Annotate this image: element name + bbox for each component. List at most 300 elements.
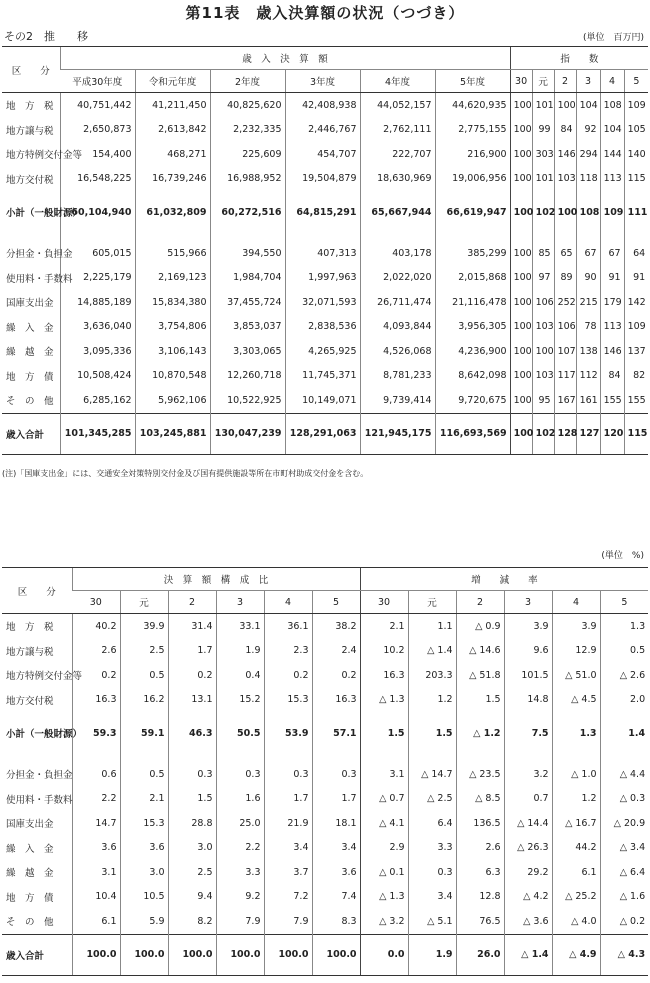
cell-value: △ 1.4 — [408, 639, 456, 664]
cell-value: 2.1 — [120, 787, 168, 812]
cell-value: 2.2 — [72, 787, 120, 812]
cell-value: 3,636,040 — [60, 315, 135, 340]
cell-value: 0.3 — [216, 762, 264, 787]
cell-value: △ 0.9 — [456, 614, 504, 639]
cell-value: 16.2 — [120, 688, 168, 713]
cell-value: 84 — [554, 118, 576, 143]
page-title: 第11表 歳入決算額の状況（つづき） — [185, 4, 465, 22]
cell-value: 100 — [510, 290, 532, 315]
cell-value: 100 — [510, 339, 532, 364]
row-label: 使用料・手数料 — [6, 273, 73, 285]
cell-value: 3.4 — [264, 836, 312, 861]
cell-value: 0.0 — [360, 934, 408, 975]
table-row — [2, 191, 648, 233]
cell-value: 2.5 — [168, 860, 216, 885]
cell-value: 1.4 — [600, 712, 648, 754]
cell-value: 107 — [554, 339, 576, 364]
cell-value: 10,870,548 — [135, 364, 210, 389]
table2-unit: (単位 %) — [601, 551, 644, 561]
cell-value: △ 2.6 — [600, 663, 648, 688]
cell-value: 0.5 — [600, 639, 648, 664]
table1-unit: (単位 百万円) — [582, 33, 644, 43]
cell-value: 10.5 — [120, 885, 168, 910]
cell-value: 8.2 — [168, 909, 216, 934]
row-label: 地方特例交付金等 — [6, 671, 83, 683]
cell-value: 14.8 — [504, 688, 552, 713]
cell-value: 103 — [532, 364, 554, 389]
cell-value: 103 — [554, 167, 576, 192]
cell-value: 454,707 — [285, 142, 360, 167]
cell-value: 0.5 — [120, 663, 168, 688]
cell-value: 18,630,969 — [360, 167, 435, 192]
column-header: 4 — [600, 70, 624, 93]
cell-value: △ 6.4 — [600, 860, 648, 885]
section-subtitle: その2 推 移 — [4, 30, 88, 43]
cell-value: 101 — [532, 167, 554, 192]
cell-value: 106 — [554, 315, 576, 340]
cell-value: 3.6 — [312, 860, 360, 885]
cell-value: △ 3.6 — [504, 909, 552, 934]
cell-value: 40,751,442 — [60, 93, 135, 118]
column-header: 5 — [600, 591, 648, 614]
column-header: 元 — [408, 591, 456, 614]
cell-value: 4,236,900 — [435, 339, 510, 364]
cell-value: △ 14.4 — [504, 811, 552, 836]
cell-value: 3,106,143 — [135, 339, 210, 364]
cell-value: 303 — [532, 142, 554, 167]
cell-value: 128 — [554, 413, 576, 454]
column-header: 5 — [624, 70, 648, 93]
cell-value: 12,260,718 — [210, 364, 285, 389]
cell-value: 1.2 — [408, 688, 456, 713]
cell-value: 1.3 — [600, 614, 648, 639]
cell-value: 0.2 — [312, 663, 360, 688]
cell-value: △ 16.7 — [552, 811, 600, 836]
cell-value: 66,619,947 — [435, 191, 510, 233]
cell-value: 100 — [510, 413, 532, 454]
cell-value: 1.2 — [552, 787, 600, 812]
cell-value: 6.4 — [408, 811, 456, 836]
cell-value: 1.6 — [216, 787, 264, 812]
cell-value: 100.0 — [264, 934, 312, 975]
table-row — [2, 364, 648, 389]
cell-value: 16.3 — [72, 688, 120, 713]
cell-value: 127 — [576, 413, 600, 454]
cell-value: 25.0 — [216, 811, 264, 836]
table-row — [2, 241, 648, 266]
cell-value: 1.9 — [408, 934, 456, 975]
cell-value: 76.5 — [456, 909, 504, 934]
cell-value: 40,825,620 — [210, 93, 285, 118]
cell-value: 3,303,065 — [210, 339, 285, 364]
row-label: 繰 入 金 — [6, 322, 54, 334]
cell-value: 1.7 — [312, 787, 360, 812]
cell-value: △ 2.5 — [408, 787, 456, 812]
row-label: 地 方 債 — [6, 892, 54, 904]
table-row — [2, 712, 648, 754]
cell-value: 0.3 — [408, 860, 456, 885]
cell-value: 41,211,450 — [135, 93, 210, 118]
change-group-header: 増 減 率 — [360, 568, 648, 591]
table-row — [2, 388, 648, 413]
cell-value: 2,838,536 — [285, 315, 360, 340]
cell-value: 138 — [576, 339, 600, 364]
cell-value: 9,739,414 — [360, 388, 435, 413]
cell-value: 0.6 — [72, 762, 120, 787]
cell-value: 16,739,246 — [135, 167, 210, 192]
cell-value: 6.1 — [72, 909, 120, 934]
cell-value: 3,754,806 — [135, 315, 210, 340]
cell-value: 1.1 — [408, 614, 456, 639]
cell-value: 116,693,569 — [435, 413, 510, 454]
cell-value: 100 — [510, 315, 532, 340]
cell-value: 50.5 — [216, 712, 264, 754]
column-header: 令和元年度 — [135, 70, 210, 93]
table-row — [2, 762, 648, 787]
cell-value: 146 — [554, 142, 576, 167]
cell-value: 85 — [532, 241, 554, 266]
cell-value: 215 — [576, 290, 600, 315]
table-row — [2, 787, 648, 812]
cell-value: 21.9 — [264, 811, 312, 836]
cell-value: 0.3 — [312, 762, 360, 787]
cell-value: 10,508,424 — [60, 364, 135, 389]
footnote: (注)「国庫支出金」には、交通安全対策特別交付金及び国有提供施設等所在市町村助成交付金を含む。 — [2, 469, 369, 478]
cell-value: 31.4 — [168, 614, 216, 639]
cell-value: 128,291,063 — [285, 413, 360, 454]
cell-value: 84 — [600, 364, 624, 389]
column-header: 5年度 — [435, 70, 510, 93]
cell-value: 161 — [576, 388, 600, 413]
revenue-ratio-table — [2, 567, 648, 976]
cell-value: 407,313 — [285, 241, 360, 266]
cell-value: 2,650,873 — [60, 118, 135, 143]
cell-value: 0.4 — [216, 663, 264, 688]
column-header: 5 — [312, 591, 360, 614]
cell-value: 5.9 — [120, 909, 168, 934]
cell-value: 1.5 — [168, 787, 216, 812]
cell-value: △ 14.6 — [456, 639, 504, 664]
cell-value: 1.7 — [264, 787, 312, 812]
cell-value: 7.4 — [312, 885, 360, 910]
cell-value: 403,178 — [360, 241, 435, 266]
cell-value: 13.1 — [168, 688, 216, 713]
cell-value: 111 — [624, 191, 648, 233]
cell-value: 155 — [600, 388, 624, 413]
cell-value: 109 — [624, 93, 648, 118]
cell-value: 44.2 — [552, 836, 600, 861]
cell-value: △ 1.3 — [360, 688, 408, 713]
cell-value: 1.7 — [168, 639, 216, 664]
row-label: 地方譲与税 — [6, 125, 54, 137]
table-row — [2, 266, 648, 291]
cell-value: 3.7 — [264, 860, 312, 885]
cell-value: 14.7 — [72, 811, 120, 836]
cell-value: 252 — [554, 290, 576, 315]
row-label: 地方交付税 — [6, 174, 54, 186]
cell-value: △ 8.5 — [456, 787, 504, 812]
table-row — [2, 339, 648, 364]
cell-value: 15,834,380 — [135, 290, 210, 315]
cell-value: 2,169,123 — [135, 266, 210, 291]
cell-value: 100 — [510, 241, 532, 266]
cell-value: 59.3 — [72, 712, 120, 754]
cell-value: 2,022,020 — [360, 266, 435, 291]
cell-value: 103,245,881 — [135, 413, 210, 454]
cell-value: 29.2 — [504, 860, 552, 885]
cell-value: 21,116,478 — [435, 290, 510, 315]
cell-value: △ 0.2 — [600, 909, 648, 934]
cell-value: △ 5.1 — [408, 909, 456, 934]
row-label: 小計（一般財源） — [6, 208, 83, 219]
cell-value: △ 1.0 — [552, 762, 600, 787]
row-label: 歳入合計 — [2, 934, 72, 975]
cell-value: 16,988,952 — [210, 167, 285, 192]
kubun-header: 区 分 — [2, 47, 60, 93]
cell-value: 115 — [624, 167, 648, 192]
cell-value: 101.5 — [504, 663, 552, 688]
cell-value: 100 — [510, 388, 532, 413]
cell-value: 26,711,474 — [360, 290, 435, 315]
cell-value: △ 23.5 — [456, 762, 504, 787]
cell-value: 89 — [554, 266, 576, 291]
cell-value: △ 4.5 — [552, 688, 600, 713]
cell-value: 225,609 — [210, 142, 285, 167]
cell-value: 3.3 — [408, 836, 456, 861]
cell-value: △ 4.2 — [504, 885, 552, 910]
table-row — [2, 290, 648, 315]
cell-value: 53.9 — [264, 712, 312, 754]
cell-value: 100 — [510, 118, 532, 143]
cell-value: 394,550 — [210, 241, 285, 266]
cell-value: 60,272,516 — [210, 191, 285, 233]
cell-value: 16.3 — [360, 663, 408, 688]
cell-value: 3,956,305 — [435, 315, 510, 340]
cell-value: 59.1 — [120, 712, 168, 754]
row-label: 分担金・負担金 — [6, 249, 73, 261]
cell-value: 8,781,233 — [360, 364, 435, 389]
row-label: そ の 他 — [6, 917, 54, 929]
table-row — [2, 413, 648, 454]
column-header: 3年度 — [285, 70, 360, 93]
cell-value: 8.3 — [312, 909, 360, 934]
cell-value: 100.0 — [216, 934, 264, 975]
cell-value: △ 4.9 — [552, 934, 600, 975]
cell-value: 16.3 — [312, 688, 360, 713]
cell-value: 12.9 — [552, 639, 600, 664]
table-row — [2, 688, 648, 713]
cell-value: 3.1 — [360, 762, 408, 787]
cell-value: △ 25.2 — [552, 885, 600, 910]
cell-value: 44,620,935 — [435, 93, 510, 118]
cell-value: 100 — [510, 266, 532, 291]
index-group-header: 指 数 — [510, 47, 648, 70]
table-row — [2, 639, 648, 664]
cell-value: 9.2 — [216, 885, 264, 910]
cell-value: 3.4 — [408, 885, 456, 910]
row-label: 地方交付税 — [6, 695, 54, 707]
row-label: 繰 越 金 — [6, 347, 54, 359]
cell-value: 10,522,925 — [210, 388, 285, 413]
cell-value: 155 — [624, 388, 648, 413]
column-header: 4 — [264, 591, 312, 614]
ratio-group-header: 決 算 額 構 成 比 — [72, 568, 360, 591]
cell-value: 57.1 — [312, 712, 360, 754]
cell-value: 8,642,098 — [435, 364, 510, 389]
cell-value: 10.4 — [72, 885, 120, 910]
cell-value: 102 — [532, 191, 554, 233]
cell-value: 0.3 — [168, 762, 216, 787]
cell-value: 64,815,291 — [285, 191, 360, 233]
cell-value: 5,962,106 — [135, 388, 210, 413]
cell-value: 121,945,175 — [360, 413, 435, 454]
cell-value: 100 — [510, 364, 532, 389]
cell-value: △ 20.9 — [600, 811, 648, 836]
cell-value: 1,997,963 — [285, 266, 360, 291]
cell-value: 39.9 — [120, 614, 168, 639]
cell-value: 105 — [624, 118, 648, 143]
column-header: 元 — [120, 591, 168, 614]
cell-value: 3.0 — [168, 836, 216, 861]
cell-value: 2,762,111 — [360, 118, 435, 143]
cell-value: 19,504,879 — [285, 167, 360, 192]
column-header: 2 — [456, 591, 504, 614]
cell-value: 0.5 — [120, 762, 168, 787]
cell-value: 42,408,938 — [285, 93, 360, 118]
row-label: 地方譲与税 — [6, 646, 54, 658]
table-row — [2, 860, 648, 885]
cell-value: 137 — [624, 339, 648, 364]
table-row — [2, 142, 648, 167]
cell-value: 1.5 — [408, 712, 456, 754]
table-row — [2, 118, 648, 143]
cell-value: 1.9 — [216, 639, 264, 664]
cell-value: 37,455,724 — [210, 290, 285, 315]
cell-value: 38.2 — [312, 614, 360, 639]
cell-value: 100.0 — [168, 934, 216, 975]
cell-value: 7.9 — [264, 909, 312, 934]
cell-value: 90 — [576, 266, 600, 291]
cell-value: 95 — [532, 388, 554, 413]
row-label: 国庫支出金 — [6, 819, 54, 831]
cell-value: 216,900 — [435, 142, 510, 167]
cell-value: 108 — [576, 191, 600, 233]
cell-value: 103 — [532, 315, 554, 340]
cell-value: △ 3.2 — [360, 909, 408, 934]
column-header: 4 — [552, 591, 600, 614]
cell-value: 146 — [600, 339, 624, 364]
cell-value: 2,446,767 — [285, 118, 360, 143]
cell-value: 130,047,239 — [210, 413, 285, 454]
column-header: 3 — [504, 591, 552, 614]
row-label: そ の 他 — [6, 396, 54, 408]
cell-value: 100 — [510, 167, 532, 192]
cell-value: 9,720,675 — [435, 388, 510, 413]
cell-value: 4,265,925 — [285, 339, 360, 364]
cell-value: 144 — [600, 142, 624, 167]
cell-value: 154,400 — [60, 142, 135, 167]
cell-value: 11,745,371 — [285, 364, 360, 389]
row-label: 繰 入 金 — [6, 843, 54, 855]
cell-value: 100 — [510, 191, 532, 233]
cell-value: 385,299 — [435, 241, 510, 266]
row-label: 小計（一般財源） — [6, 729, 83, 740]
cell-value: 18.1 — [312, 811, 360, 836]
revenue-amount-table — [2, 46, 648, 455]
cell-value: △ 1.3 — [360, 885, 408, 910]
cell-value: 167 — [554, 388, 576, 413]
cell-value: 4,526,068 — [360, 339, 435, 364]
cell-value: 12.8 — [456, 885, 504, 910]
cell-value: 102 — [532, 413, 554, 454]
cell-value: 120 — [600, 413, 624, 454]
cell-value: △ 1.2 — [456, 712, 504, 754]
table-row — [2, 909, 648, 934]
cell-value: 44,052,157 — [360, 93, 435, 118]
cell-value: △ 1.6 — [600, 885, 648, 910]
amount-group-header: 歳 入 決 算 額 — [60, 47, 510, 70]
table-row — [2, 811, 648, 836]
cell-value: 100.0 — [312, 934, 360, 975]
cell-value: 15.2 — [216, 688, 264, 713]
cell-value: 4,093,844 — [360, 315, 435, 340]
cell-value: 109 — [600, 191, 624, 233]
cell-value: 65,667,944 — [360, 191, 435, 233]
cell-value: 118 — [576, 167, 600, 192]
cell-value: 2.5 — [120, 639, 168, 664]
cell-value: 32,071,593 — [285, 290, 360, 315]
cell-value: 7.9 — [216, 909, 264, 934]
cell-value: 6,285,162 — [60, 388, 135, 413]
column-header: 2年度 — [210, 70, 285, 93]
cell-value: 112 — [576, 364, 600, 389]
cell-value: 101 — [532, 93, 554, 118]
table-row — [2, 663, 648, 688]
cell-value: 10.2 — [360, 639, 408, 664]
cell-value: 65 — [554, 241, 576, 266]
cell-value: 468,271 — [135, 142, 210, 167]
cell-value: △ 1.4 — [504, 934, 552, 975]
cell-value: 104 — [600, 118, 624, 143]
cell-value: 36.1 — [264, 614, 312, 639]
cell-value: 15.3 — [120, 811, 168, 836]
cell-value: 100.0 — [120, 934, 168, 975]
kubun-header: 区 分 — [2, 568, 72, 614]
table-row — [2, 167, 648, 192]
cell-value: 2,015,868 — [435, 266, 510, 291]
column-header: 3 — [576, 70, 600, 93]
cell-value: 97 — [532, 266, 554, 291]
cell-value: 10,149,071 — [285, 388, 360, 413]
cell-value: 0.2 — [72, 663, 120, 688]
cell-value: 3.9 — [504, 614, 552, 639]
cell-value: 26.0 — [456, 934, 504, 975]
row-label: 地 方 税 — [6, 622, 54, 634]
cell-value: 60,104,940 — [60, 191, 135, 233]
cell-value: 82 — [624, 364, 648, 389]
cell-value: 113 — [600, 315, 624, 340]
cell-value: 67 — [576, 241, 600, 266]
row-label: 歳入合計 — [2, 413, 60, 454]
cell-value: 100 — [510, 93, 532, 118]
cell-value: 100 — [510, 142, 532, 167]
cell-value: 0.2 — [168, 663, 216, 688]
cell-value: 2,775,155 — [435, 118, 510, 143]
cell-value: 15.3 — [264, 688, 312, 713]
cell-value: 61,032,809 — [135, 191, 210, 233]
cell-value: 9.6 — [504, 639, 552, 664]
cell-value: 16,548,225 — [60, 167, 135, 192]
